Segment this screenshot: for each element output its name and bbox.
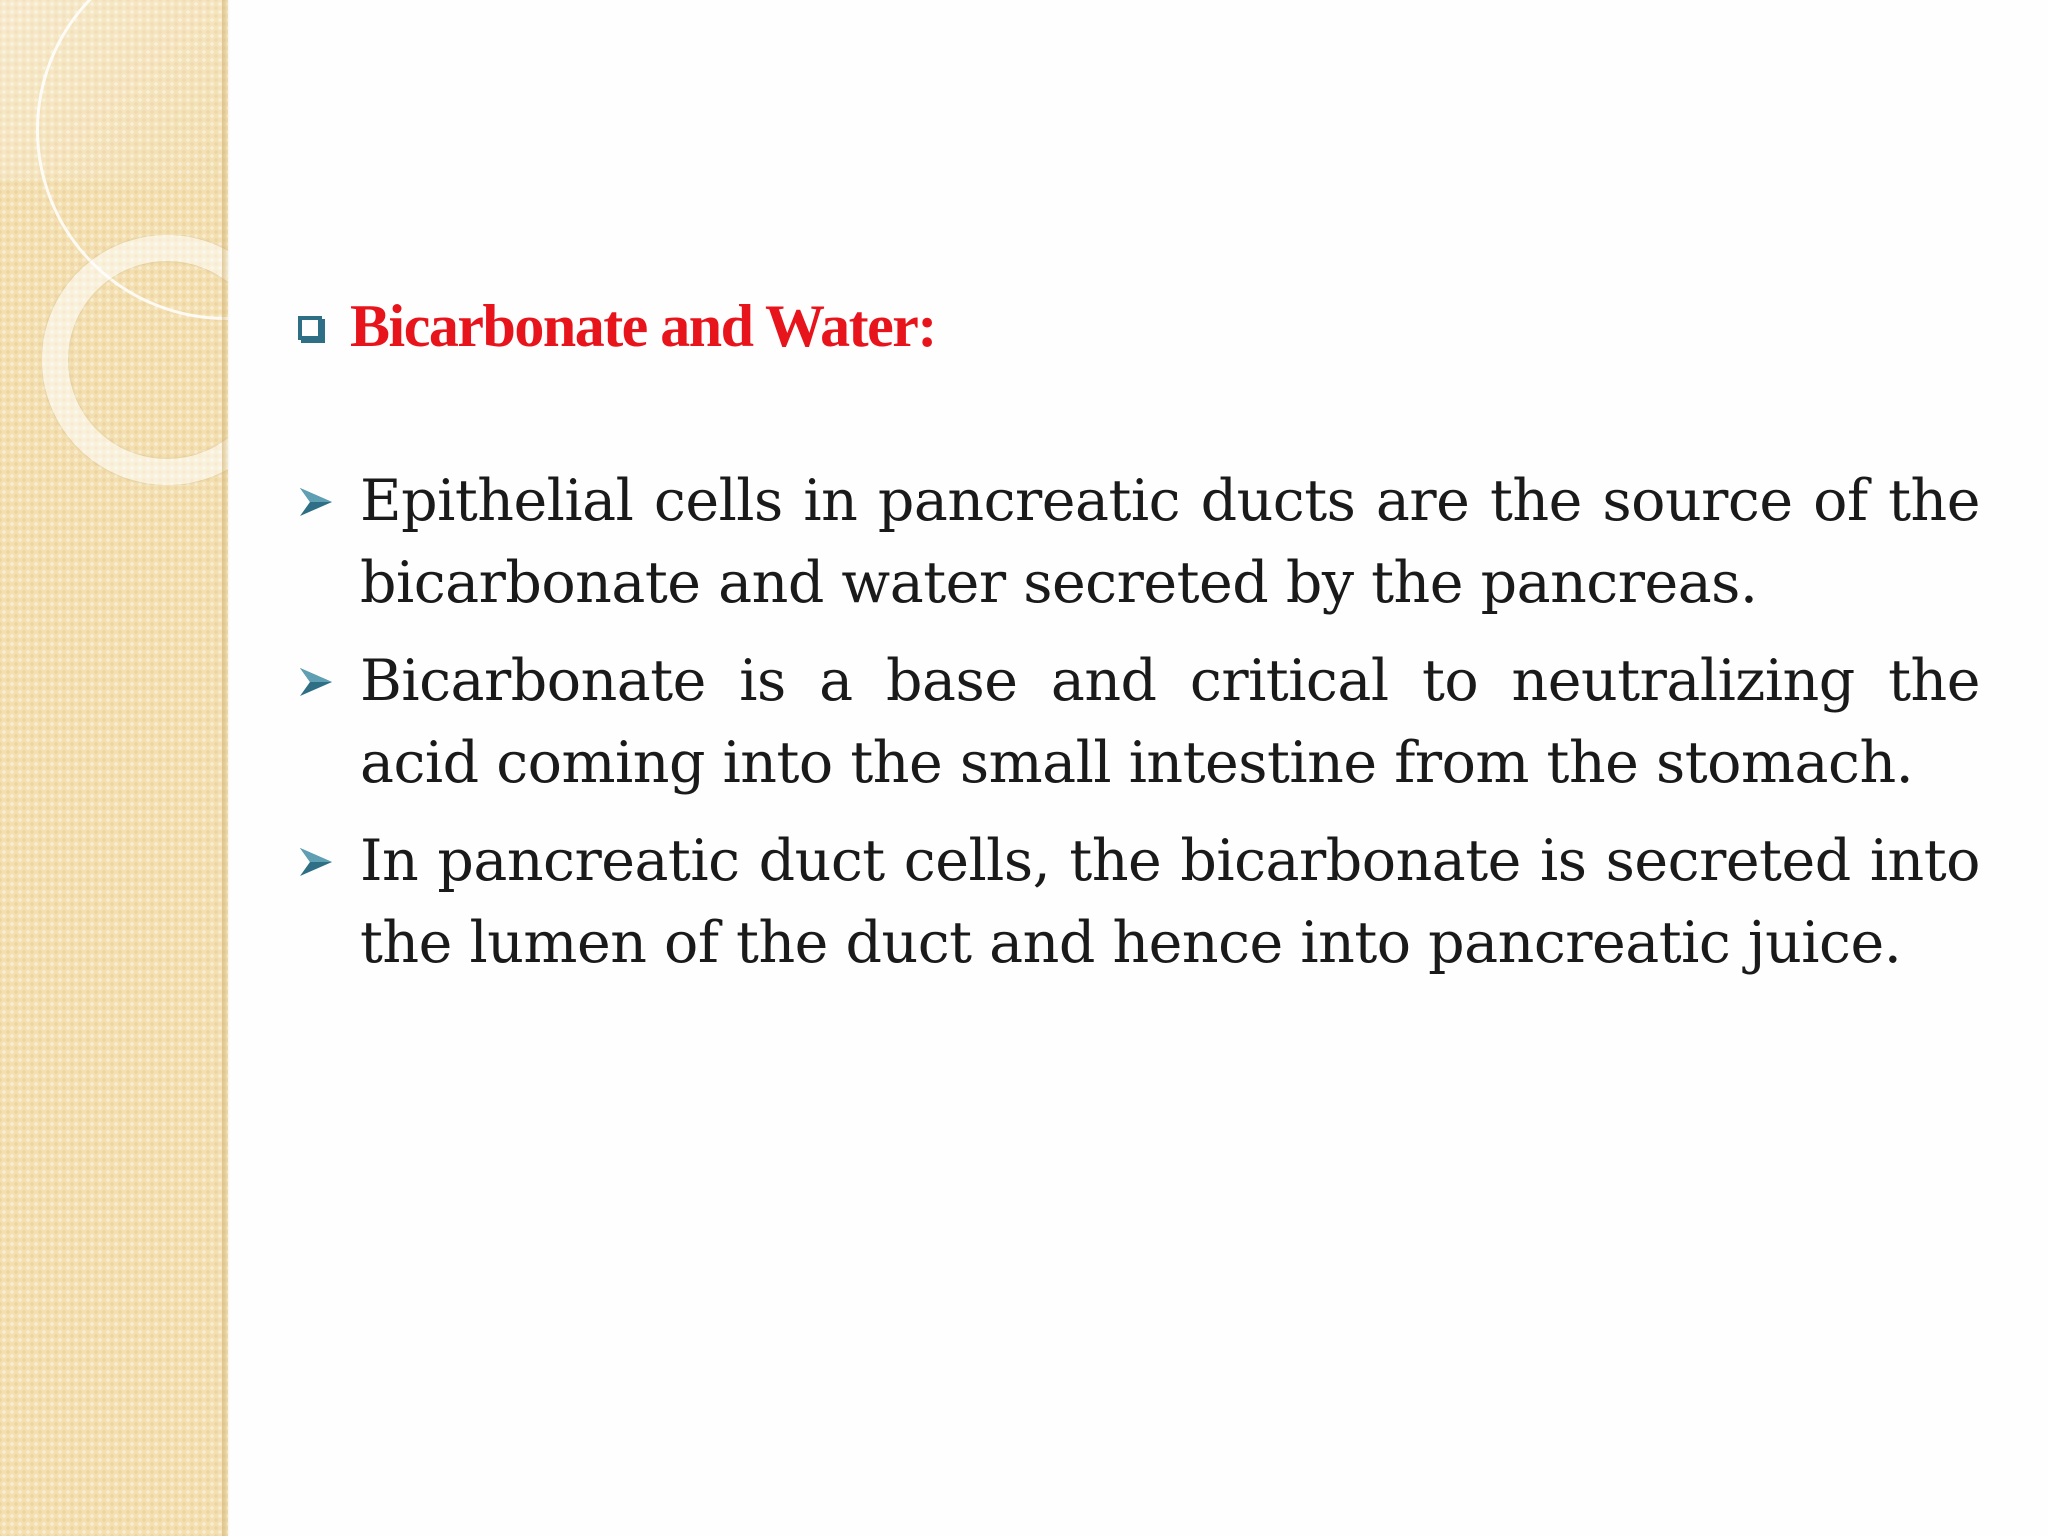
slide-content [296, 288, 1980, 1000]
bullet-text: In pancreatic duct cells, the bicarbonate is secreted into the lumen of the duct and hence into pancreatic juice. [360, 828, 1980, 976]
list-item [296, 820, 1980, 984]
square-bullet-icon [298, 316, 322, 340]
arrow-bullet-icon [296, 842, 336, 882]
slide-heading [296, 288, 1980, 364]
arrow-bullet-icon [296, 662, 336, 702]
heading-text: Bicarbonate and Water: [350, 293, 936, 359]
list-item [296, 460, 1980, 624]
bullet-text: Bicarbonate is a base and critical to neutralizing the acid coming into the small intestine from the stomach. [360, 648, 1980, 796]
list-item [296, 640, 1980, 804]
bullet-list [296, 460, 1980, 984]
arrow-bullet-icon [296, 482, 336, 522]
decorative-ring-thick [42, 235, 292, 485]
side-band-edge [222, 0, 230, 1536]
bullet-text: Epithelial cells in pancreatic ducts are the source of the bicarbonate and water secreted by the pancreas. [360, 468, 1980, 616]
